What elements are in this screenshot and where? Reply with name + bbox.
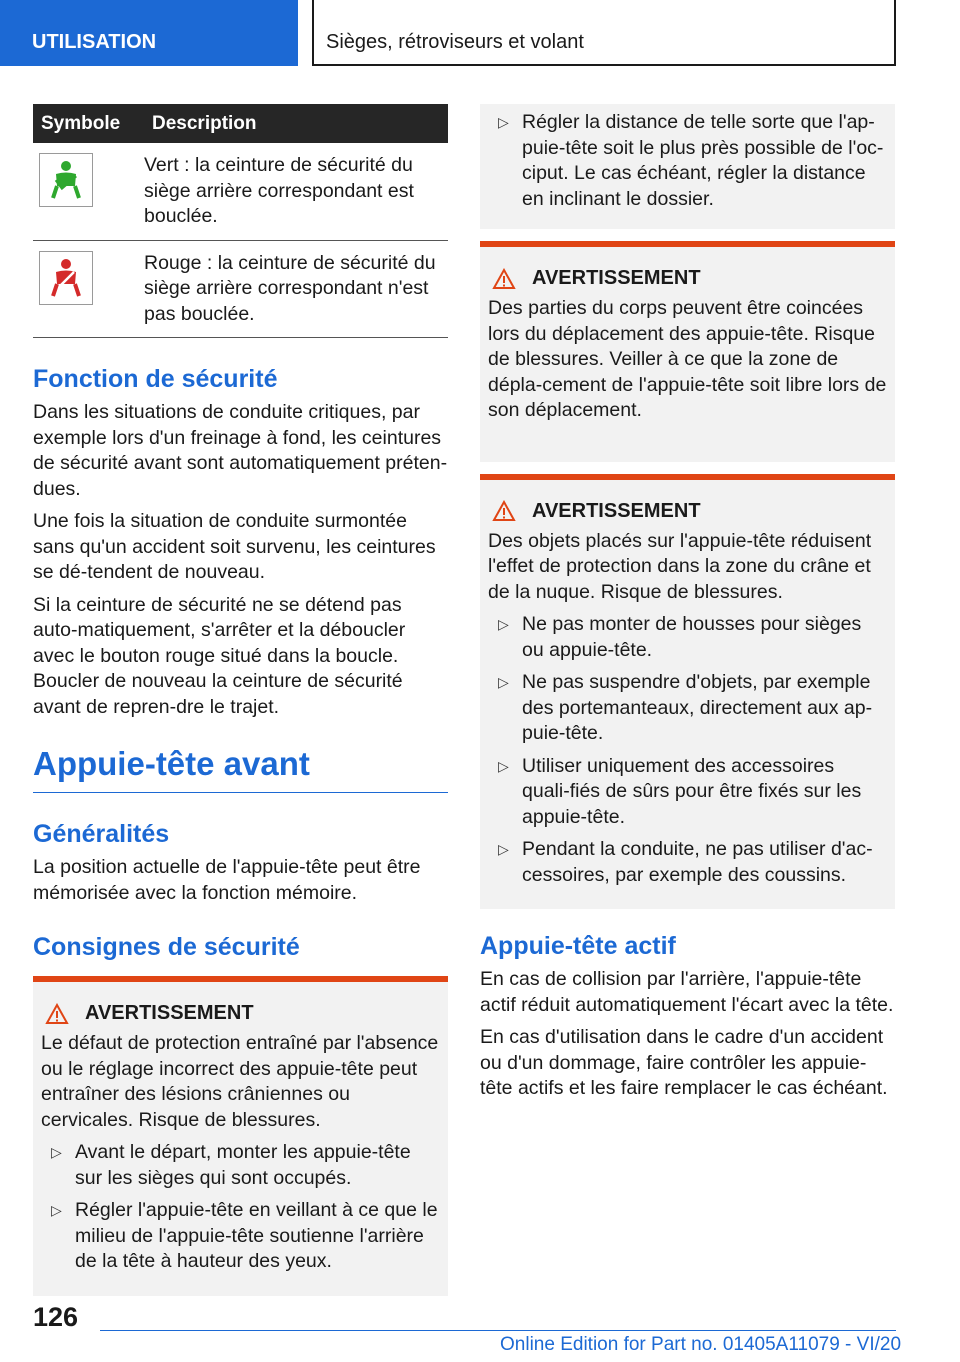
safety-notes-heading: Consignes de sécurité — [33, 933, 300, 961]
description-column-header: Description — [144, 104, 448, 143]
warning-triangle-icon — [492, 500, 516, 522]
page-header — [0, 0, 960, 66]
list-item: ▷ Régler la distance de telle sorte que l'ap-puie-tête soit le plus près possible de l'oc-ciput. Le cas échéant, régler la distance en inclinant le dossier. — [498, 111, 884, 210]
triangle-bullet-icon: ▷ — [498, 114, 509, 130]
list-item: ▷ Régler l'appuie-tête en veillant à ce que le milieu de l'appuie-tête soutienne l'arrière de la tête à hauteur des yeux. — [51, 1199, 438, 1272]
table-row — [33, 143, 448, 240]
paragraph: En cas de collision par l'arrière, l'appuie-tête actif réduit automatiquement l'écart avec la tête. — [480, 968, 894, 1016]
warning-list — [488, 612, 887, 888]
front-headrests-heading: Appuie-tête avant — [33, 744, 448, 793]
warning-title: AVERTISSEMENT — [532, 267, 701, 289]
active-headrest-heading: Appuie-tête actif — [480, 932, 676, 960]
table-row — [33, 240, 448, 338]
seatbelt-green-icon — [39, 153, 93, 207]
warning-title: AVERTISSEMENT — [532, 499, 701, 522]
warning-box — [480, 474, 895, 910]
list-item: ▷ Pendant la conduite, ne pas utiliser d'ac-cessoires, par exemple des coussins. — [498, 838, 873, 886]
list-item: ▷ Avant le départ, monter les appuie-tête sur les sièges qui sont occupés. — [51, 1141, 411, 1189]
warning-box — [480, 241, 895, 462]
symbol-table — [33, 104, 448, 338]
edition-text: Online Edition for Part no. 01405A11079 - VI/20 — [500, 1334, 902, 1355]
warning-triangle-icon — [492, 268, 516, 290]
list-item: ▷ Ne pas suspendre d'objets, par exemple des portemanteaux, directement aux ap-puie-tête. — [498, 671, 873, 744]
triangle-bullet-icon: ▷ — [498, 616, 509, 632]
seatbelt-red-icon — [39, 251, 93, 305]
paragraph: En cas d'utilisation dans le cadre d'un accident ou d'un dommage, faire contrôler les appuie-tête actifs et les faire remplacer le cas échéant. — [480, 1026, 888, 1099]
page-number: 126 — [33, 1302, 79, 1332]
paragraph: La position actuelle de l'appuie-tête peut être mémorisée avec la fonction mémoire. — [33, 856, 421, 904]
paragraph: Une fois la situation de conduite surmontée sans qu'un accident soit survenu, les ceintures se dé-tendent de nouveau. — [33, 510, 436, 583]
right-column — [480, 104, 895, 1109]
warning-title: AVERTISSEMENT — [85, 1002, 254, 1024]
triangle-bullet-icon: ▷ — [498, 841, 509, 857]
triangle-bullet-icon: ▷ — [51, 1144, 62, 1160]
warning-list — [41, 1140, 440, 1275]
symbol-column-header: Symbole — [33, 104, 144, 143]
safety-function-heading: Fonction de sécurité — [33, 365, 278, 393]
warning-box — [33, 976, 448, 1296]
warning-triangle-icon — [45, 1003, 69, 1025]
warning-text: Des objets placés sur l'appuie-tête réduisent l'effet de protection dans la zone du crâne et de la nuque. Risque de blessures. — [488, 529, 872, 603]
section-label: UTILISATION — [0, 0, 298, 66]
chapter-title: Sièges, rétroviseurs et volant — [312, 0, 896, 66]
row-description: Vert : la ceinture de sécurité du siège arrière correspondant est bouclée. — [144, 143, 448, 240]
triangle-bullet-icon: ▷ — [51, 1202, 62, 1218]
list-item: ▷ Ne pas monter de housses pour sièges ou appuie-tête. — [498, 613, 862, 661]
left-column — [33, 104, 448, 1296]
warning-text: Des parties du corps peuvent être coincées lors du déplacement des appuie-tête. Risque de blessures. Veiller à ce que la zone de dépla-cement de l'appuie-tête soit libre lors de son déplacement. — [488, 297, 887, 421]
footer-divider — [100, 1330, 896, 1331]
triangle-bullet-icon: ▷ — [498, 674, 509, 690]
paragraph: Dans les situations de conduite critiques, par exemple lors d'un freinage à fond, les ceintures de sécurité avant sont automatiquement préten-dues. — [33, 401, 448, 500]
general-heading: Généralités — [33, 820, 170, 848]
triangle-bullet-icon: ▷ — [498, 757, 509, 774]
row-description: Rouge : la ceinture de sécurité du siège arrière correspondant n'est pas bouclée. — [144, 240, 448, 338]
list-item: ▷ Utiliser uniquement des accessoires quali-fiés de sûrs pour être fixés sur les appuie-tête. — [498, 754, 862, 828]
warning-continuation — [480, 104, 895, 229]
warning-text: Le défaut de protection entraîné par l'absence ou le réglage incorrect des appuie-tête peut entraîner des lésions crâniennes ou cervicales. Risque de blessures. — [41, 1032, 439, 1131]
paragraph: Si la ceinture de sécurité ne se détend pas auto-matiquement, s'arrêter et la déboucler avec le bouton rouge situé dans la boucle. Boucler de nouveau la ceinture de sécurité avant de repren-dre le trajet. — [33, 593, 406, 718]
